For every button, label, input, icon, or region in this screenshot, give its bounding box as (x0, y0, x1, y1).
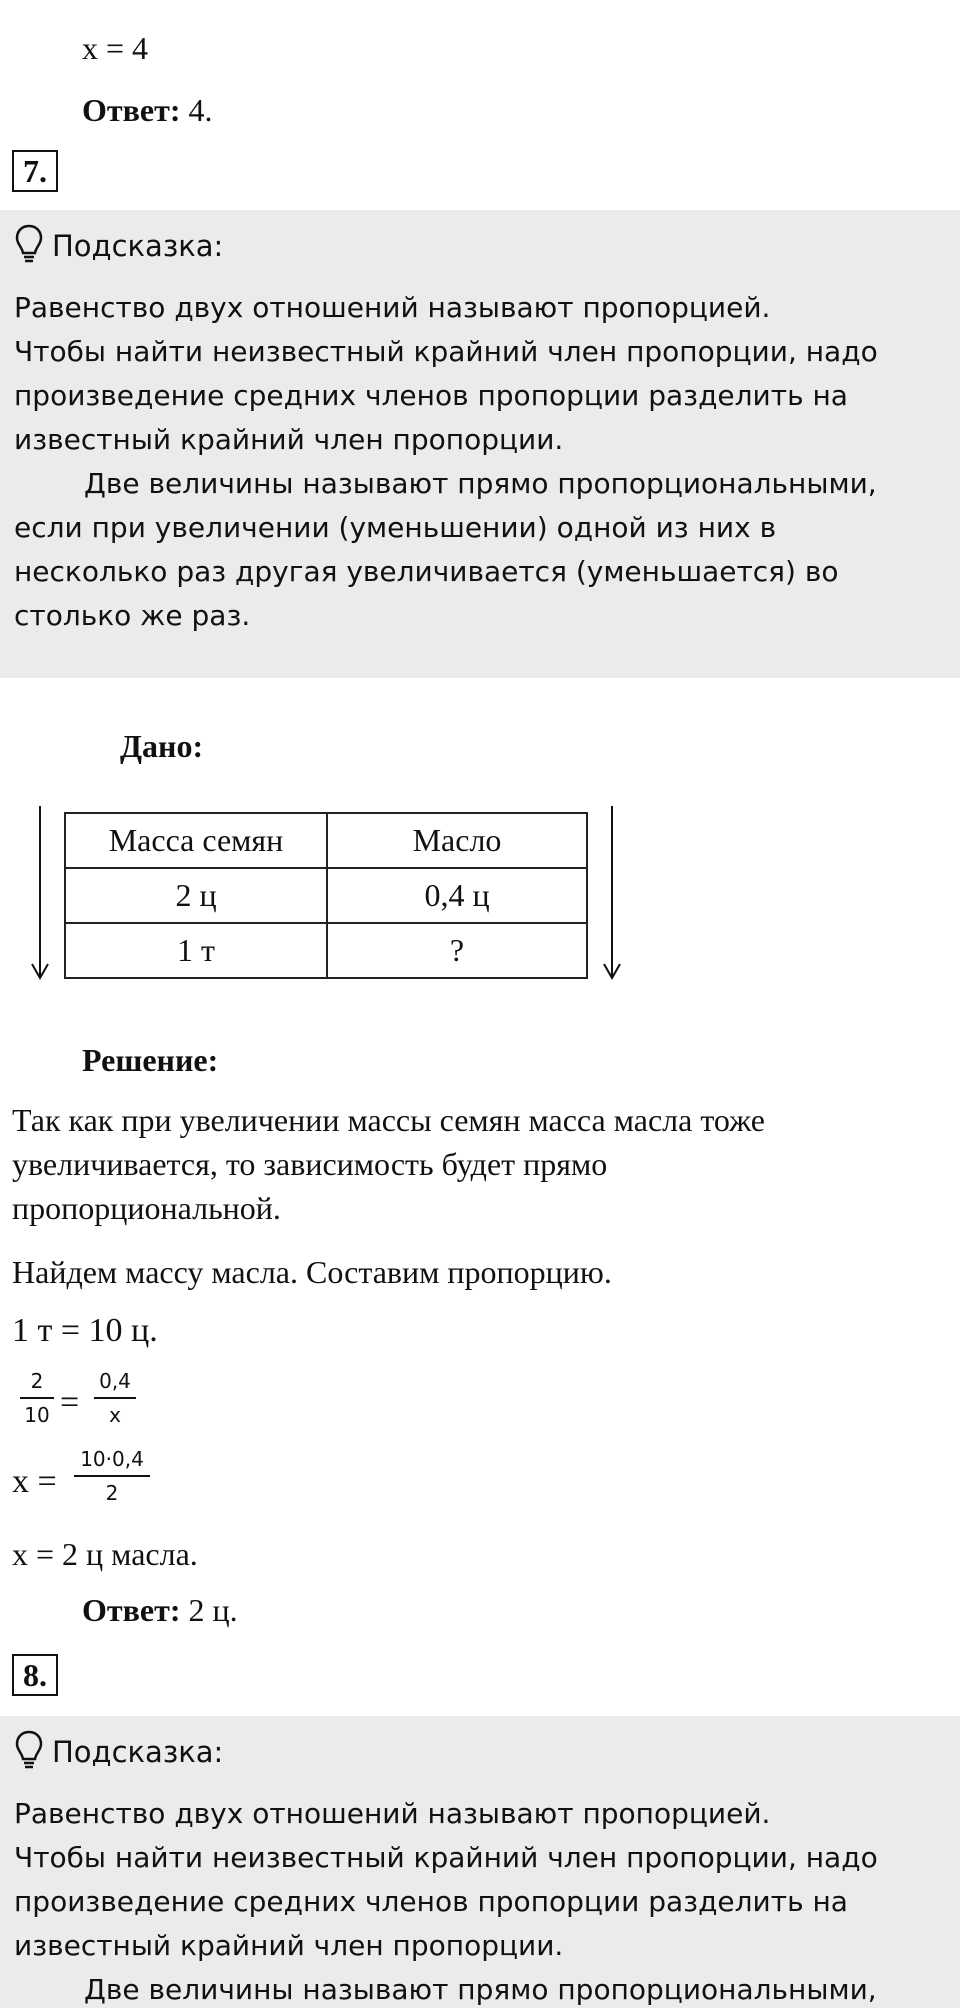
given-table (64, 812, 588, 979)
arrow-down-icon (26, 806, 54, 982)
answer-label: Ответ: (82, 1592, 181, 1628)
fraction-numerator: 10·0,4 (80, 1447, 144, 1471)
fraction-bar (94, 1397, 136, 1399)
hint-line: произведение средних членов пропорции разделить на (14, 1885, 848, 1918)
hint-text (14, 1792, 878, 2008)
answer-value: 2 ц. (180, 1592, 238, 1628)
convert-line: 1 т = 10 ц. (12, 1312, 158, 1349)
fraction-numerator: 0,4 (99, 1369, 131, 1393)
hint-line: Две величины называют прямо пропорциональными, (84, 1973, 877, 2006)
hint-line: Равенство двух отношений называют пропорцией. (14, 1797, 771, 1830)
hint-panel-8 (0, 1716, 960, 2008)
hint-title: Подсказка: (52, 1735, 224, 1769)
table-cell: 2 ц (65, 868, 327, 923)
equation-x-4: x = 4 (82, 30, 149, 66)
fraction-numerator: 2 (30, 1369, 44, 1393)
hint-line: Две величины называют прямо пропорциональными, (84, 467, 877, 500)
answer-6 (82, 90, 212, 130)
hint-title-row (14, 1730, 223, 1774)
hint-line: известный крайний член пропорции. (14, 1929, 564, 1962)
hint-line: Равенство двух отношений называют пропорцией. (14, 291, 771, 324)
fraction-bar (74, 1475, 150, 1477)
find-line: Найдем массу масла. Составим пропорцию. (12, 1254, 612, 1290)
hint-panel-7 (0, 210, 960, 678)
fraction-left (20, 1368, 54, 1428)
hint-line: если при увеличении (уменьшении) одной из них в (14, 511, 777, 544)
task-number-7: 7. (12, 150, 58, 192)
answer-7 (82, 1590, 238, 1630)
hint-line: Чтобы найти неизвестный крайний член пропорции, надо (14, 1841, 878, 1874)
table-cell: 0,4 ц (327, 868, 587, 923)
hint-line: Чтобы найти неизвестный крайний член пропорции, надо (14, 335, 878, 368)
solution-line: Так как при увеличении массы семян масса масла тоже (12, 1102, 765, 1138)
lightbulb-icon (14, 223, 44, 270)
given-label: Дано: (120, 728, 204, 764)
table-row (65, 868, 587, 923)
table-header-row (65, 813, 587, 868)
fraction-bar (20, 1397, 54, 1399)
table-row (65, 923, 587, 978)
hint-title: Подсказка: (52, 229, 224, 263)
table-header: Масло (327, 813, 587, 868)
hint-title-row (14, 224, 223, 268)
hint-line: несколько раз другая увеличивается (уменьшается) во (14, 555, 839, 588)
answer-value: 4. (180, 92, 213, 128)
table-cell: 1 т (65, 923, 327, 978)
fraction-right (94, 1368, 136, 1428)
table-header: Масса семян (65, 813, 327, 868)
x-equals: x = (12, 1463, 57, 1500)
task-number-8: 8. (12, 1654, 58, 1696)
solution-line: пропорциональной. (12, 1190, 281, 1226)
fraction-denominator: x (109, 1403, 121, 1427)
equals-sign: = (60, 1384, 80, 1421)
hint-line: столько же раз. (14, 599, 251, 632)
arrow-down-icon (598, 806, 626, 982)
table-cell: ? (327, 923, 587, 978)
fraction-x (74, 1446, 150, 1506)
fraction-denominator: 2 (105, 1481, 119, 1505)
answer-label: Ответ: (82, 92, 181, 128)
fraction-denominator: 10 (24, 1403, 50, 1427)
hint-line: известный крайний член пропорции. (14, 423, 564, 456)
solution-line: увеличивается, то зависимость будет прямо (12, 1146, 608, 1182)
hint-line: произведение средних членов пропорции разделить на (14, 379, 848, 412)
result-line: x = 2 ц масла. (12, 1536, 198, 1572)
solution-label: Решение: (82, 1042, 219, 1078)
lightbulb-icon (14, 1729, 44, 1776)
hint-text (14, 286, 878, 638)
